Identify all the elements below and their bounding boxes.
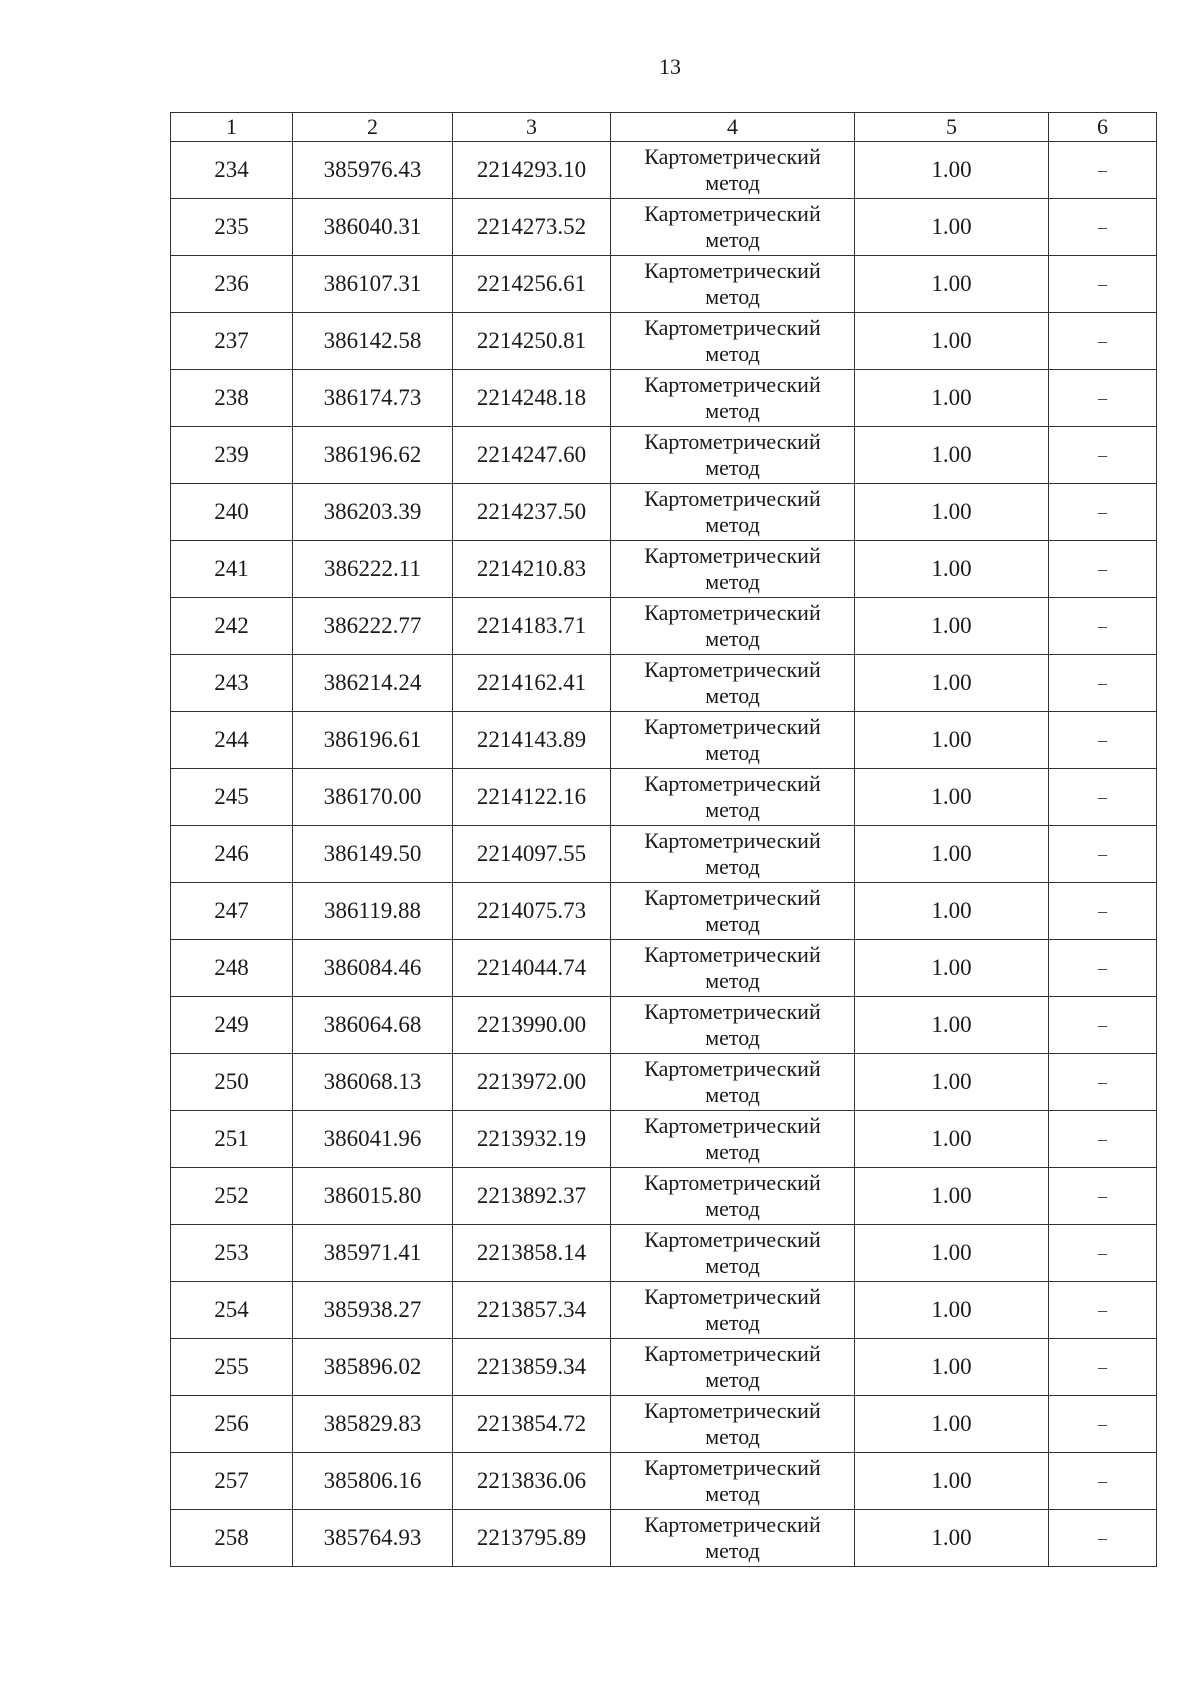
- y-coordinate-cell: 2213859.34: [453, 1339, 611, 1396]
- y-coordinate-cell: 2214097.55: [453, 826, 611, 883]
- method-cell: [611, 1225, 855, 1282]
- x-coordinate-cell: 386142.58: [293, 313, 453, 370]
- note-cell: –: [1049, 598, 1157, 655]
- point-number-cell: 244: [171, 712, 293, 769]
- method-line-1: Картометрический: [644, 144, 821, 169]
- method-cell: [611, 940, 855, 997]
- table-row: [171, 940, 1157, 997]
- point-number-cell: 235: [171, 199, 293, 256]
- accuracy-cell: 1.00: [855, 712, 1049, 769]
- method-line-2: метод: [705, 968, 760, 993]
- point-number-cell: 241: [171, 541, 293, 598]
- method-line-1: Картометрический: [644, 1170, 821, 1195]
- note-cell: –: [1049, 541, 1157, 598]
- accuracy-cell: 1.00: [855, 883, 1049, 940]
- method-cell: [611, 883, 855, 940]
- x-coordinate-cell: 385896.02: [293, 1339, 453, 1396]
- page-number: 13: [659, 54, 681, 79]
- y-coordinate-cell: 2214247.60: [453, 427, 611, 484]
- y-coordinate-cell: 2214143.89: [453, 712, 611, 769]
- accuracy-cell: 1.00: [855, 199, 1049, 256]
- table-body: [171, 142, 1157, 1567]
- y-coordinate-cell: 2214250.81: [453, 313, 611, 370]
- accuracy-cell: 1.00: [855, 256, 1049, 313]
- accuracy-cell: 1.00: [855, 1396, 1049, 1453]
- method-line-2: метод: [705, 1082, 760, 1107]
- table-row: [171, 883, 1157, 940]
- method-line-1: Картометрический: [644, 486, 821, 511]
- note-cell: –: [1049, 1453, 1157, 1510]
- table-row: [171, 712, 1157, 769]
- method-cell: [611, 1054, 855, 1111]
- method-line-2: метод: [705, 911, 760, 936]
- y-coordinate-cell: 2214237.50: [453, 484, 611, 541]
- note-cell: –: [1049, 1168, 1157, 1225]
- accuracy-cell: 1.00: [855, 1225, 1049, 1282]
- method-line-2: метод: [705, 1538, 760, 1563]
- accuracy-cell: 1.00: [855, 1168, 1049, 1225]
- y-coordinate-cell: 2214183.71: [453, 598, 611, 655]
- method-line-1: Картометрический: [644, 714, 821, 739]
- method-line-2: метод: [705, 341, 760, 366]
- method-line-1: Картометрический: [644, 657, 821, 682]
- note-cell: –: [1049, 1225, 1157, 1282]
- x-coordinate-cell: 386214.24: [293, 655, 453, 712]
- method-cell: [611, 1339, 855, 1396]
- note-cell: –: [1049, 769, 1157, 826]
- method-cell: [611, 1168, 855, 1225]
- x-coordinate-cell: 386196.62: [293, 427, 453, 484]
- note-cell: –: [1049, 370, 1157, 427]
- method-cell: [611, 1396, 855, 1453]
- method-cell: [611, 826, 855, 883]
- y-coordinate-cell: 2213857.34: [453, 1282, 611, 1339]
- method-line-2: метод: [705, 284, 760, 309]
- accuracy-cell: 1.00: [855, 1054, 1049, 1111]
- accuracy-cell: 1.00: [855, 1339, 1049, 1396]
- accuracy-cell: 1.00: [855, 1282, 1049, 1339]
- point-number-cell: 234: [171, 142, 293, 199]
- x-coordinate-cell: 386196.61: [293, 712, 453, 769]
- note-cell: –: [1049, 1339, 1157, 1396]
- accuracy-cell: 1.00: [855, 541, 1049, 598]
- table-row: [171, 769, 1157, 826]
- y-coordinate-cell: 2213990.00: [453, 997, 611, 1054]
- point-number-cell: 252: [171, 1168, 293, 1225]
- method-line-2: метод: [705, 512, 760, 537]
- note-cell: –: [1049, 940, 1157, 997]
- method-line-1: Картометрический: [644, 315, 821, 340]
- method-cell: [611, 313, 855, 370]
- y-coordinate-cell: 2213972.00: [453, 1054, 611, 1111]
- point-number-cell: 245: [171, 769, 293, 826]
- point-number-cell: 243: [171, 655, 293, 712]
- x-coordinate-cell: 386040.31: [293, 199, 453, 256]
- method-cell: [611, 484, 855, 541]
- y-coordinate-cell: 2214122.16: [453, 769, 611, 826]
- note-cell: –: [1049, 997, 1157, 1054]
- point-number-cell: 249: [171, 997, 293, 1054]
- column-header-6: 6: [1049, 113, 1157, 142]
- method-cell: [611, 598, 855, 655]
- method-line-1: Картометрический: [644, 201, 821, 226]
- y-coordinate-cell: 2213932.19: [453, 1111, 611, 1168]
- table-row: [171, 997, 1157, 1054]
- point-number-cell: 258: [171, 1510, 293, 1567]
- y-coordinate-cell: 2213836.06: [453, 1453, 611, 1510]
- point-number-cell: 255: [171, 1339, 293, 1396]
- method-cell: [611, 370, 855, 427]
- method-cell: [611, 142, 855, 199]
- method-line-1: Картометрический: [644, 1284, 821, 1309]
- method-cell: [611, 541, 855, 598]
- table-row: [171, 1453, 1157, 1510]
- x-coordinate-cell: 386170.00: [293, 769, 453, 826]
- column-header-1: 1: [171, 113, 293, 142]
- x-coordinate-cell: 385806.16: [293, 1453, 453, 1510]
- y-coordinate-cell: 2214162.41: [453, 655, 611, 712]
- table-row: [171, 256, 1157, 313]
- x-coordinate-cell: 386203.39: [293, 484, 453, 541]
- x-coordinate-cell: 386068.13: [293, 1054, 453, 1111]
- table-row: [171, 199, 1157, 256]
- accuracy-cell: 1.00: [855, 655, 1049, 712]
- accuracy-cell: 1.00: [855, 940, 1049, 997]
- y-coordinate-cell: 2213795.89: [453, 1510, 611, 1567]
- point-number-cell: 239: [171, 427, 293, 484]
- method-line-2: метод: [705, 683, 760, 708]
- table-row: [171, 655, 1157, 712]
- method-line-2: метод: [705, 797, 760, 822]
- point-number-cell: 257: [171, 1453, 293, 1510]
- x-coordinate-cell: 386149.50: [293, 826, 453, 883]
- point-number-cell: 236: [171, 256, 293, 313]
- method-cell: [611, 997, 855, 1054]
- method-line-1: Картометрический: [644, 1341, 821, 1366]
- method-line-2: метод: [705, 170, 760, 195]
- x-coordinate-cell: 385971.41: [293, 1225, 453, 1282]
- point-number-cell: 251: [171, 1111, 293, 1168]
- method-cell: [611, 1453, 855, 1510]
- method-line-2: метод: [705, 1310, 760, 1335]
- method-line-1: Картометрический: [644, 543, 821, 568]
- x-coordinate-cell: 386041.96: [293, 1111, 453, 1168]
- method-line-2: метод: [705, 740, 760, 765]
- method-line-1: Картометрический: [644, 258, 821, 283]
- accuracy-cell: 1.00: [855, 1453, 1049, 1510]
- x-coordinate-cell: 385976.43: [293, 142, 453, 199]
- y-coordinate-cell: 2214044.74: [453, 940, 611, 997]
- point-number-cell: 247: [171, 883, 293, 940]
- method-line-1: Картометрический: [644, 1512, 821, 1537]
- method-line-2: метод: [705, 1424, 760, 1449]
- method-cell: [611, 769, 855, 826]
- method-line-1: Картометрический: [644, 1398, 821, 1423]
- point-number-cell: 256: [171, 1396, 293, 1453]
- method-line-1: Картометрический: [644, 771, 821, 796]
- note-cell: –: [1049, 1396, 1157, 1453]
- point-number-cell: 253: [171, 1225, 293, 1282]
- method-cell: [611, 199, 855, 256]
- method-line-1: Картометрический: [644, 1113, 821, 1138]
- method-line-2: метод: [705, 227, 760, 252]
- method-line-2: метод: [705, 854, 760, 879]
- table-row: [171, 370, 1157, 427]
- column-header-5: 5: [855, 113, 1049, 142]
- x-coordinate-cell: 386222.77: [293, 598, 453, 655]
- note-cell: –: [1049, 199, 1157, 256]
- x-coordinate-cell: 385938.27: [293, 1282, 453, 1339]
- note-cell: –: [1049, 142, 1157, 199]
- accuracy-cell: 1.00: [855, 1510, 1049, 1567]
- table-row: [171, 541, 1157, 598]
- x-coordinate-cell: 386015.80: [293, 1168, 453, 1225]
- note-cell: –: [1049, 1282, 1157, 1339]
- table-row: [171, 826, 1157, 883]
- note-cell: –: [1049, 712, 1157, 769]
- point-number-cell: 238: [171, 370, 293, 427]
- method-line-1: Картометрический: [644, 1455, 821, 1480]
- accuracy-cell: 1.00: [855, 997, 1049, 1054]
- method-line-2: метод: [705, 1253, 760, 1278]
- x-coordinate-cell: 386174.73: [293, 370, 453, 427]
- column-header-4: 4: [611, 113, 855, 142]
- table-row: [171, 1225, 1157, 1282]
- column-header-3: 3: [453, 113, 611, 142]
- accuracy-cell: 1.00: [855, 826, 1049, 883]
- table-row: [171, 1054, 1157, 1111]
- table-row: [171, 1111, 1157, 1168]
- method-line-2: метод: [705, 1139, 760, 1164]
- note-cell: –: [1049, 1510, 1157, 1567]
- accuracy-cell: 1.00: [855, 598, 1049, 655]
- method-line-1: Картометрический: [644, 600, 821, 625]
- note-cell: –: [1049, 1111, 1157, 1168]
- x-coordinate-cell: 386107.31: [293, 256, 453, 313]
- x-coordinate-cell: 386084.46: [293, 940, 453, 997]
- point-number-cell: 240: [171, 484, 293, 541]
- column-header-2: 2: [293, 113, 453, 142]
- y-coordinate-cell: 2213892.37: [453, 1168, 611, 1225]
- method-line-1: Картометрический: [644, 1227, 821, 1252]
- x-coordinate-cell: 386064.68: [293, 997, 453, 1054]
- method-cell: [611, 712, 855, 769]
- x-coordinate-cell: 386119.88: [293, 883, 453, 940]
- method-line-1: Картометрический: [644, 429, 821, 454]
- y-coordinate-cell: 2214210.83: [453, 541, 611, 598]
- method-cell: [611, 655, 855, 712]
- x-coordinate-cell: 386222.11: [293, 541, 453, 598]
- accuracy-cell: 1.00: [855, 484, 1049, 541]
- table-row: [171, 484, 1157, 541]
- note-cell: –: [1049, 826, 1157, 883]
- y-coordinate-cell: 2213858.14: [453, 1225, 611, 1282]
- coordinates-table: [170, 112, 1157, 1567]
- x-coordinate-cell: 385829.83: [293, 1396, 453, 1453]
- method-line-2: метод: [705, 1481, 760, 1506]
- note-cell: –: [1049, 256, 1157, 313]
- method-line-1: Картометрический: [644, 999, 821, 1024]
- table-row: [171, 1339, 1157, 1396]
- method-line-1: Картометрический: [644, 885, 821, 910]
- method-line-2: метод: [705, 1025, 760, 1050]
- y-coordinate-cell: 2214273.52: [453, 199, 611, 256]
- note-cell: –: [1049, 1054, 1157, 1111]
- method-line-2: метод: [705, 1196, 760, 1221]
- note-cell: –: [1049, 313, 1157, 370]
- method-cell: [611, 1282, 855, 1339]
- table-row: [171, 427, 1157, 484]
- method-line-2: метод: [705, 626, 760, 651]
- y-coordinate-cell: 2214256.61: [453, 256, 611, 313]
- table-row: [171, 1510, 1157, 1567]
- table-row: [171, 598, 1157, 655]
- note-cell: –: [1049, 655, 1157, 712]
- note-cell: –: [1049, 484, 1157, 541]
- y-coordinate-cell: 2214248.18: [453, 370, 611, 427]
- table-row: [171, 313, 1157, 370]
- table-row: [171, 1396, 1157, 1453]
- table-header-row: [171, 113, 1157, 142]
- method-cell: [611, 1111, 855, 1168]
- method-line-2: метод: [705, 569, 760, 594]
- method-cell: [611, 427, 855, 484]
- note-cell: –: [1049, 427, 1157, 484]
- point-number-cell: 248: [171, 940, 293, 997]
- y-coordinate-cell: 2214293.10: [453, 142, 611, 199]
- method-line-1: Картометрический: [644, 372, 821, 397]
- method-line-2: метод: [705, 1367, 760, 1392]
- method-line-2: метод: [705, 455, 760, 480]
- point-number-cell: 237: [171, 313, 293, 370]
- point-number-cell: 250: [171, 1054, 293, 1111]
- accuracy-cell: 1.00: [855, 370, 1049, 427]
- note-cell: –: [1049, 883, 1157, 940]
- table-row: [171, 1282, 1157, 1339]
- method-cell: [611, 1510, 855, 1567]
- accuracy-cell: 1.00: [855, 142, 1049, 199]
- method-cell: [611, 256, 855, 313]
- point-number-cell: 246: [171, 826, 293, 883]
- method-line-1: Картометрический: [644, 942, 821, 967]
- point-number-cell: 254: [171, 1282, 293, 1339]
- x-coordinate-cell: 385764.93: [293, 1510, 453, 1567]
- y-coordinate-cell: 2213854.72: [453, 1396, 611, 1453]
- point-number-cell: 242: [171, 598, 293, 655]
- y-coordinate-cell: 2214075.73: [453, 883, 611, 940]
- accuracy-cell: 1.00: [855, 427, 1049, 484]
- accuracy-cell: 1.00: [855, 1111, 1049, 1168]
- method-line-2: метод: [705, 398, 760, 423]
- table-row: [171, 142, 1157, 199]
- table-row: [171, 1168, 1157, 1225]
- method-line-1: Картометрический: [644, 828, 821, 853]
- accuracy-cell: 1.00: [855, 313, 1049, 370]
- accuracy-cell: 1.00: [855, 769, 1049, 826]
- method-line-1: Картометрический: [644, 1056, 821, 1081]
